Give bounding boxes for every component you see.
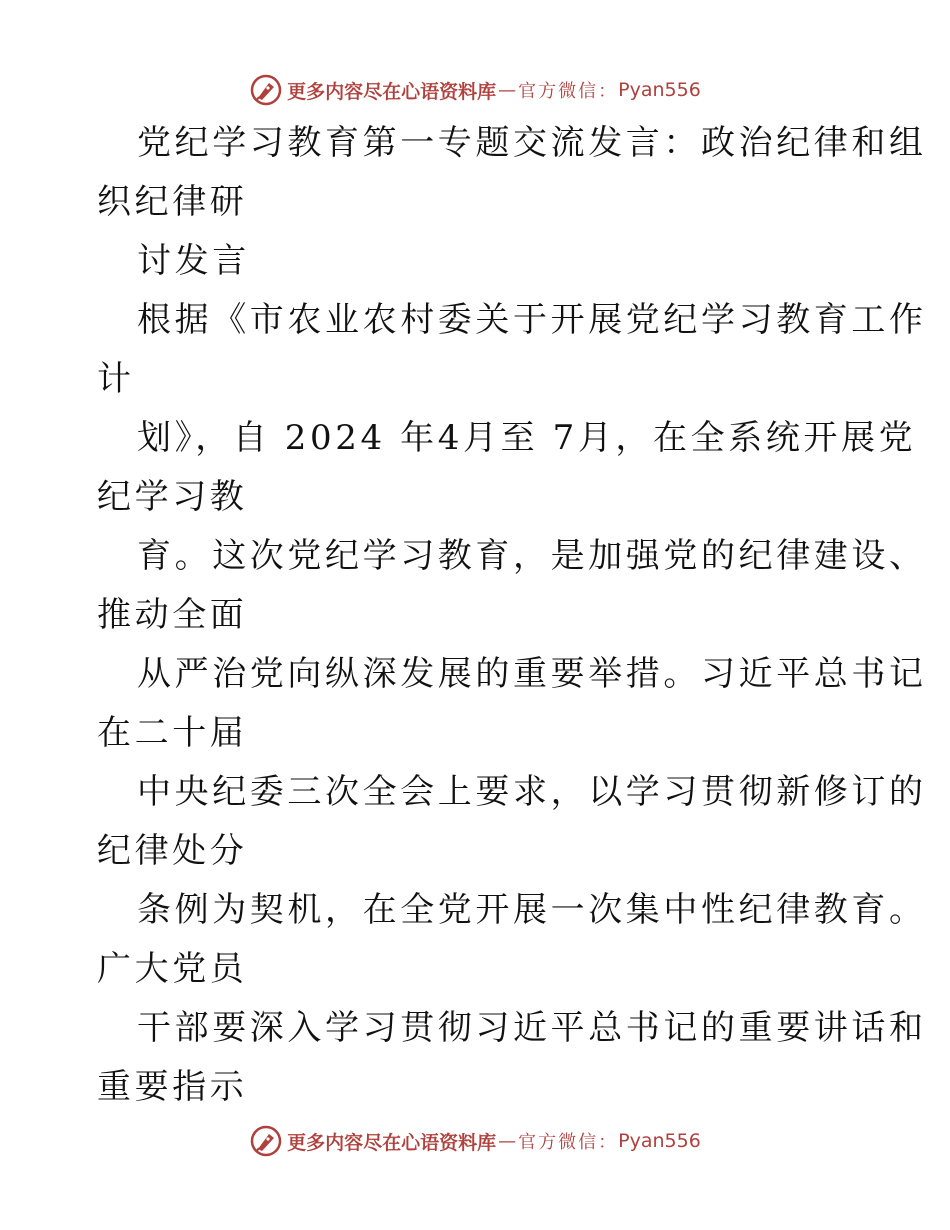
- header-banner: [0, 70, 950, 110]
- header-dash: —: [498, 79, 517, 101]
- body-line: 广大党员: [97, 949, 248, 989]
- pen-nib-logo-icon: [249, 73, 283, 107]
- body-line: 从严治党向纵深发展的重要举措。习近平总书记: [137, 654, 927, 694]
- footer-wechat-label: 官方微信：: [518, 1132, 619, 1153]
- body-line: 中央纪委三次全会上要求，以学习贯彻新修订的: [137, 772, 927, 812]
- body-line: 纪律处分: [97, 831, 248, 871]
- body-line: 划》，自 2024 年4月至 7月，在全系统开展党: [137, 418, 917, 458]
- body-line: 讨发言: [137, 241, 250, 281]
- footer-wechat-id: Pyan556: [618, 1130, 701, 1152]
- body-line: 重要指示: [97, 1067, 248, 1107]
- pen-nib-logo-icon: [249, 1124, 283, 1158]
- body-line: 纪学习教: [97, 477, 248, 517]
- footer-dash: —: [498, 1130, 517, 1152]
- header-brand-text: 更多内容尽在心语资料库: [287, 80, 497, 103]
- body-line: 育。这次党纪学习教育，是加强党的纪律建设、: [137, 536, 927, 576]
- body-line: 推动全面: [97, 595, 248, 635]
- body-line: 党纪学习教育第一专题交流发言：政治纪律和组: [137, 123, 927, 163]
- body-line: 根据《市农业农村委关于开展党纪学习教育工作: [137, 300, 927, 340]
- body-line: 条例为契机，在全党开展一次集中性纪律教育。: [137, 890, 927, 930]
- header-wechat-id: Pyan556: [618, 79, 701, 101]
- footer-banner: [0, 1121, 950, 1161]
- body-line: 干部要深入学习贯彻习近平总书记的重要讲话和: [137, 1008, 927, 1048]
- body-line: 织纪律研: [97, 182, 248, 222]
- body-line: 计: [97, 359, 135, 399]
- body-line: 在二十届: [97, 713, 248, 753]
- header-wechat-label: 官方微信：: [518, 81, 619, 102]
- footer-brand-text: 更多内容尽在心语资料库: [287, 1131, 497, 1154]
